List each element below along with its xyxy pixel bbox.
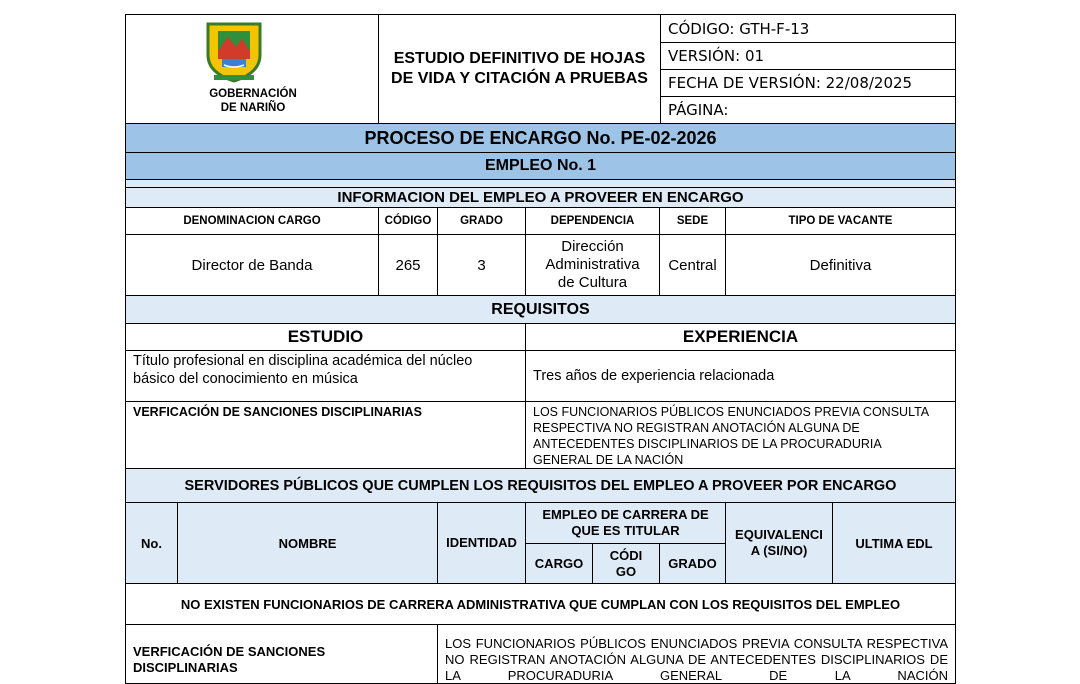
serv-header-codigo: CÓDIGO [592, 543, 660, 584]
serv-header-equivalencia: EQUIVALENCIA (SI/NO) [725, 502, 833, 584]
org-name-line1: GOBERNACIÓN [209, 88, 297, 100]
col-header-dependencia: DEPENDENCIA [525, 207, 660, 235]
verificacion2-text: LOS FUNCIONARIOS PÚBLICOS ENUNCIADOS PREVIA CONSULTA RESPECTIVA NO REGISTRAN ANOTACIÓN ALGUNA DE ANTECEDENTES DISCIPLINARIOS DE LA PROCURADURIA GENERAL DE LA NACIÓN [445, 636, 948, 683]
col-header-tipo-vacante: TIPO DE VACANTE [725, 207, 956, 235]
value-dependencia: Dirección Administrativa de Cultura [525, 234, 660, 296]
serv-header-grado: GRADO [659, 543, 726, 584]
empleo-title: EMPLEO No. 1 [125, 152, 956, 180]
logo-cell [125, 14, 379, 124]
serv-header-identidad: IDENTIDAD [437, 502, 526, 584]
value-grado: 3 [437, 234, 526, 296]
doc-version-date: FECHA DE VERSIÓN: 22/08/2025 [660, 69, 956, 97]
value-codigo: 265 [378, 234, 438, 296]
verificacion2-label: VERFICACIÓN DE SANCIONES DISCIPLINARIAS [133, 644, 326, 675]
col-header-grado: GRADO [437, 207, 526, 235]
verificacion2-text-cell [437, 624, 956, 684]
document-title: ESTUDIO DEFINITIVO DE HOJAS DE VIDA Y CITACIÓN A PRUEBAS [378, 14, 661, 124]
col-header-denominacion: DENOMINACION CARGO [125, 207, 379, 235]
col-header-codigo: CÓDIGO [378, 207, 438, 235]
doc-page: PÁGINA: [660, 96, 956, 124]
estudio-label: ESTUDIO [125, 323, 526, 351]
value-sede: Central [659, 234, 726, 296]
verificacion2-label-cell [125, 624, 438, 684]
value-tipo-vacante: Definitiva [725, 234, 956, 296]
no-existen-notice: NO EXISTEN FUNCIONARIOS DE CARRERA ADMINISTRATIVA QUE CUMPLAN CON LOS REQUISITOS DEL EMPLEO [125, 583, 956, 625]
serv-header-no: No. [125, 502, 178, 584]
experiencia-text: Tres años de experiencia relacionada [525, 350, 956, 402]
verificacion-label: VERFICACIÓN DE SANCIONES DISCIPLINARIAS [125, 401, 526, 469]
info-section-title: INFORMACION DEL EMPLEO A PROVEER EN ENCARGO [125, 187, 956, 208]
org-name-line2: DE NARIÑO [220, 102, 286, 114]
doc-code: CÓDIGO: GTH-F-13 [660, 14, 956, 43]
requisitos-title: REQUISITOS [125, 295, 956, 324]
estudio-text: Título profesional en disciplina académica del núcleo básico del conocimiento en música [133, 353, 473, 387]
serv-header-cargo: CARGO [525, 543, 593, 584]
serv-header-ultima-edl: ULTIMA EDL [832, 502, 956, 584]
verificacion-text-cell [525, 401, 956, 469]
serv-header-nombre: NOMBRE [177, 502, 438, 584]
doc-version: VERSIÓN: 01 [660, 42, 956, 70]
value-denominacion: Director de Banda [125, 234, 379, 296]
verificacion-text: LOS FUNCIONARIOS PÚBLICOS ENUNCIADOS PREVIA CONSULTA RESPECTIVA NO REGISTRAN ANOTACIÓN ALGUNA DE ANTECEDENTES DISCIPLINARIOS DE LA PROCURADURIA GENERAL DE LA NACIÓN [533, 405, 929, 467]
col-header-sede: SEDE [659, 207, 726, 235]
serv-header-empleo-carrera: EMPLEO DE CARRERA DE QUE ES TITULAR [525, 502, 726, 544]
experiencia-label: EXPERIENCIA [525, 323, 956, 351]
servidores-title: SERVIDORES PÚBLICOS QUE CUMPLEN LOS REQUISITOS DEL EMPLEO A PROVEER POR ENCARGO [125, 468, 956, 503]
estudio-text-cell [125, 350, 526, 402]
gobernacion-narino-logo-icon [204, 21, 264, 85]
proceso-title: PROCESO DE ENCARGO No. PE-02-2026 [125, 123, 956, 153]
